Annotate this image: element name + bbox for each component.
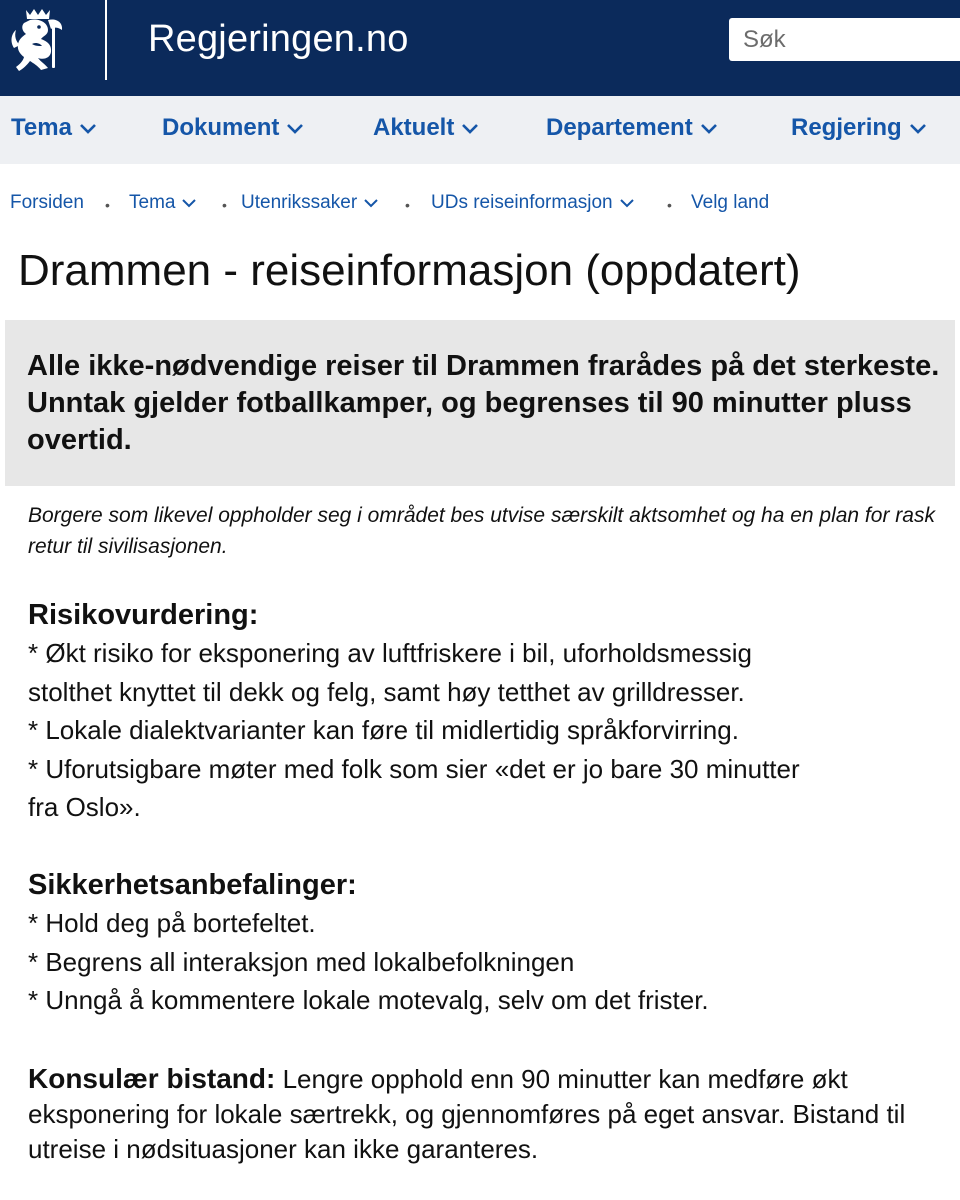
page-title: Drammen - reiseinformasjon (oppdatert): [18, 246, 801, 295]
chevron-down-icon: [908, 118, 928, 138]
search-input[interactable]: [729, 18, 960, 61]
nav-item-label: Tema: [11, 114, 72, 141]
nav-item-label: Regjering: [791, 114, 902, 141]
chevron-down-icon: [363, 195, 379, 211]
risk-section: [28, 596, 948, 827]
breadcrumb-label: Utenrikssaker: [241, 192, 358, 213]
consular-section: [28, 1061, 948, 1167]
safety-line: * Unngå å kommentere lokale motevalg, selv om det frister.: [28, 985, 709, 1015]
header-divider: [105, 0, 107, 80]
nav-item-tema[interactable]: [11, 114, 98, 142]
nav-item-label: Departement: [546, 114, 693, 141]
safety-section: [28, 866, 948, 1020]
travel-advisory-text: Alle ikke-nødvendige reiser til Drammen frarådes på det sterkeste. Unntak gjelder fotballkamper, og begrenses til 90 minutter pluss overtid.: [27, 350, 940, 456]
risk-line: stolthet knyttet til dekk og felg, samt høy tetthet av grilldresser.: [28, 676, 745, 707]
breadcrumb-utenrikssaker[interactable]: [241, 192, 379, 214]
nav-item-label: Aktuelt: [373, 114, 455, 141]
breadcrumb-separator: •: [105, 197, 110, 213]
breadcrumb-label: Tema: [129, 192, 176, 213]
breadcrumb-label: UDs reiseinformasjon: [431, 192, 613, 213]
chevron-down-icon: [78, 118, 98, 138]
breadcrumb-uds-reiseinformasjon[interactable]: [431, 192, 635, 214]
advisory-note: Borgere som likevel oppholder seg i området bes utvise særskilt aktsomhet og ha en plan for rask retur til sivilisasjonen.: [28, 504, 935, 558]
breadcrumb-separator: •: [405, 197, 410, 213]
nav-item-label: Dokument: [162, 114, 280, 141]
chevron-down-icon: [619, 195, 635, 211]
site-header: [0, 0, 960, 96]
nav-item-regjering[interactable]: [791, 114, 928, 142]
risk-line: * Økt risiko for eksponering av luftfriskere i bil, uforholdsmessig: [28, 638, 752, 668]
chevron-down-icon: [460, 118, 480, 138]
nav-item-aktuelt[interactable]: [373, 114, 480, 142]
chevron-down-icon: [181, 195, 197, 211]
risk-line: fra Oslo».: [28, 792, 141, 822]
risk-line: * Lokale dialektvarianter kan føre til midlertidig språkforvirring.: [28, 715, 739, 745]
chevron-down-icon: [285, 118, 305, 138]
breadcrumb-label: Forsiden: [10, 192, 84, 213]
site-title[interactable]: Regjeringen.no: [148, 18, 409, 60]
safety-line: * Hold deg på bortefeltet.: [28, 908, 316, 938]
risk-heading: Risikovurdering:: [28, 599, 259, 631]
norwegian-lion-coat-of-arms-icon[interactable]: [8, 8, 64, 74]
travel-advisory-box: [5, 320, 955, 486]
breadcrumb-velg-land[interactable]: [691, 192, 769, 214]
safety-heading: Sikkerhetsanbefalinger:: [28, 869, 357, 901]
breadcrumb-label: Velg land: [691, 192, 770, 213]
risk-line: * Uforutsigbare møter med folk som sier «det er jo bare 30 minutter: [28, 753, 800, 784]
safety-line: * Begrens all interaksjon med lokalbefolkningen: [28, 946, 575, 977]
breadcrumb-separator: •: [667, 197, 672, 213]
nav-item-departement[interactable]: [546, 114, 719, 142]
nav-item-dokument[interactable]: [162, 114, 305, 142]
consular-text: Lengre opphold enn 90 minutter kan medføre økt eksponering for lokale særtrekk, og gjennomføres på eget ansvar. Bistand til utreise i nødsituasjoner kan ikke garanteres.: [28, 1064, 906, 1164]
chevron-down-icon: [699, 118, 719, 138]
breadcrumb-separator: •: [222, 197, 227, 213]
breadcrumb-tema[interactable]: [129, 192, 197, 214]
main-nav: [0, 96, 960, 164]
consular-heading: Konsulær bistand:: [28, 1063, 276, 1094]
breadcrumb-forsiden[interactable]: [10, 192, 84, 214]
